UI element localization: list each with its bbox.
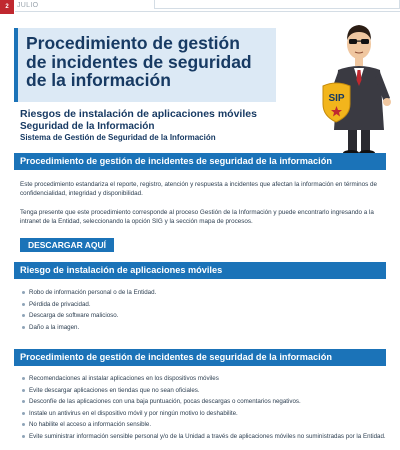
list-item: Recomendaciones al instalar aplicaciones en los dispositivos móviles: [22, 373, 386, 385]
list-item: Descarga de software malicioso.: [22, 310, 156, 322]
list-item: Evite suministrar información sensible personal y/o de la Unidad a través de aplicaciones móviles no suministradas por la Entidad.: [22, 431, 386, 443]
title-line-2: de incidentes de seguridad: [26, 51, 252, 72]
procedure-paragraph-2: Tenga presente que este procedimiento corresponde al proceso Gestión de la Información y puede encontrarlo ingresando a la intranet de la Entidad, seleccionando la opción SIG y la sección mapa de procesos.: [20, 209, 374, 225]
title-line-1: Procedimiento de gestión: [26, 33, 240, 53]
list-item: Desconfíe de las aplicaciones con una baja puntuación, pocas descargas o comentarios negativos.: [22, 396, 386, 408]
header-box: [154, 0, 400, 9]
title-line-3: de la información: [26, 70, 171, 90]
subtitle-main: Riesgos de instalación de aplicaciones móviles: [20, 108, 257, 120]
list-item: No habilite el acceso a información sensible.: [22, 419, 386, 431]
list-item: Instale un antivirus en el dispositivo móvil y por ningún motivo lo deshabilite.: [22, 408, 386, 420]
page-number-tab: 2: [0, 0, 14, 14]
list-item: Daño a la imagen.: [22, 322, 156, 334]
download-button[interactable]: DESCARGAR AQUÍ: [20, 238, 114, 252]
section-heading-procedure: Procedimiento de gestión de incidentes de seguridad de la información: [14, 153, 386, 170]
section-heading-risk: Riesgo de instalación de aplicaciones móviles: [14, 262, 386, 279]
badge-text: SIP: [328, 93, 345, 104]
subtitle-second: Seguridad de la Información: [20, 121, 155, 132]
subtitle-block: [20, 108, 290, 143]
recommendations-list: [22, 373, 386, 442]
risk-list: [22, 287, 156, 333]
title-box: [14, 28, 276, 102]
list-item: Pérdida de privacidad.: [22, 299, 156, 311]
security-agent-mascot: [318, 14, 400, 156]
page-title: [26, 34, 268, 90]
month-label: JULIO: [17, 2, 39, 9]
list-item: Evite descargar aplicaciones en tiendas que no sean oficiales.: [22, 385, 386, 397]
header-rule: [15, 11, 400, 12]
page-header: [0, 0, 400, 14]
subtitle-third: Sistema de Gestión de Seguridad de la Información: [20, 133, 216, 142]
procedure-paragraph-1: Este procedimiento estandariza el reporte, registro, atención y respuesta a incidentes que afectan la información en términos de confidencialidad, integridad y disponibilidad.: [20, 181, 378, 197]
section-heading-recommendations: Procedimiento de gestión de incidentes de seguridad de la información: [14, 349, 386, 366]
list-item: Robo de información personal o de la Entidad.: [22, 287, 156, 299]
